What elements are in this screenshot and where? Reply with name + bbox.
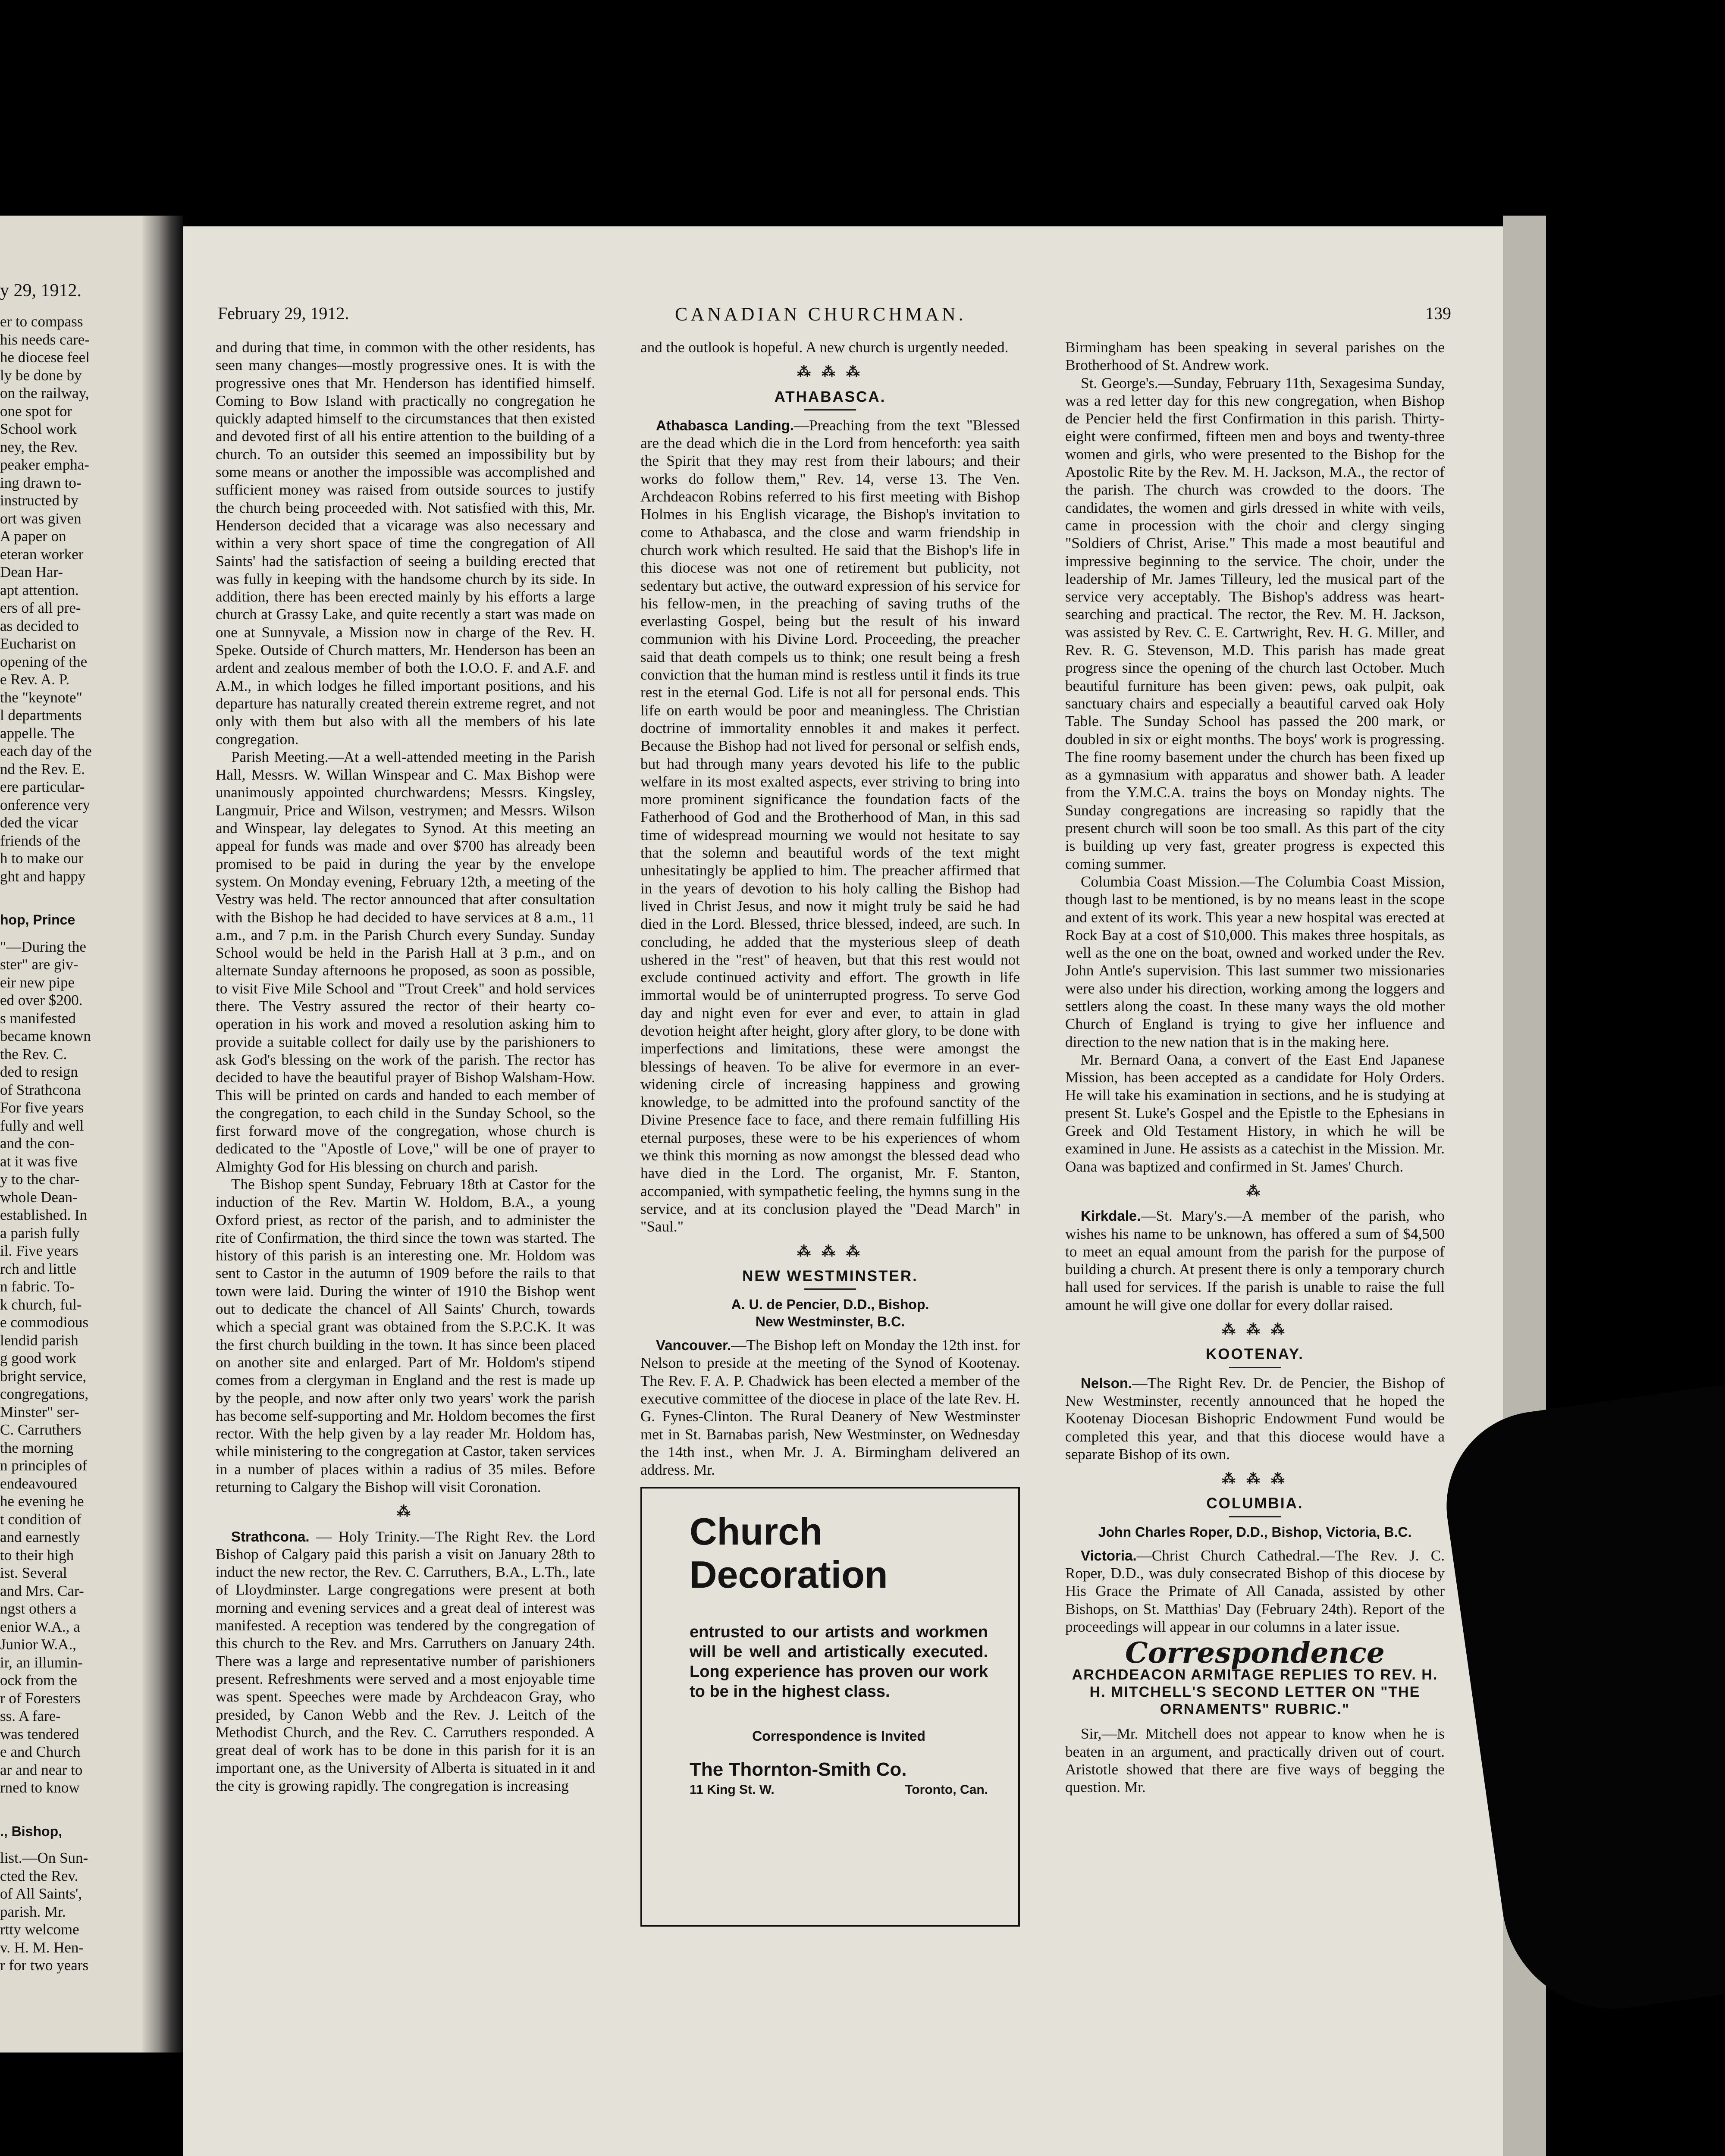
left-page-line: ir, an illumin- [0, 1654, 83, 1671]
left-page-line: Dean Har- [0, 564, 63, 580]
left-page-line: of Strathcona [0, 1081, 81, 1098]
ad-invite: Correspondence is Invited [752, 1728, 925, 1744]
left-page-line: instructed by [0, 492, 78, 509]
heading-rule [804, 1288, 856, 1290]
left-page-line: he diocese feel [0, 349, 90, 366]
left-page-line: rtty welcome [0, 1921, 79, 1938]
bishop-location: New Westminster, B.C. [755, 1314, 905, 1330]
left-page-line: ar and near to [0, 1761, 83, 1778]
section-heading-athabasca: ATHABASCA. [774, 388, 886, 405]
left-page-line: friends of the [0, 832, 81, 849]
left-page-line: appelle. The [0, 724, 75, 742]
left-page-line: A paper on [0, 528, 66, 545]
column-1 [216, 338, 595, 1795]
left-page-line: became known [0, 1028, 91, 1044]
left-page-line: nd the Rev. E. [0, 760, 85, 777]
left-page-line: bright service, [0, 1367, 87, 1385]
left-page-line: established. In [0, 1206, 88, 1223]
paragraph-body: —St. Mary's.—A member of the parish, who wishes his name to be unknown, has offered a sum of $4,500 to meet an equal amount from the parish for the purpose of building a church. At present there is only a temporary church hall used for services. If the parish is unable to raise the full amount he will give one dollar for every dollar raised. [1065, 1207, 1445, 1313]
correspondence-heading: Correspondence [1125, 1636, 1385, 1670]
left-page-line: enior W.A., a [0, 1618, 80, 1635]
article-paragraph: Mr. Bernard Oana, a convert of the East End Japanese Mission, has been accepted as a candidate for Holy Orders. He will take his examination in sections, and he is studying at present St. Luke's Gospel and the Epistle to the Ephesians in Greek and Old Testament History, in which he will be examined in June. He assists as a catechist in the Mission. Mr. Oana was baptized and confirmed in St. James' Church. [1065, 1051, 1445, 1175]
left-page-line: Junior W.A., [0, 1636, 76, 1653]
bishop-name: A. U. de Pencier, D.D., Bishop. [731, 1297, 929, 1313]
paragraph-body: —Preaching from the text "Blessed are the dead which die in the Lord from henceforth: yea saith the Spirit that they may rest from their labours; and their works do follow them," Rev. 14, verse 13. The Ven. Archdeacon Robins referred to his first meeting with Bishop Holmes in his English vicarage, the Bishop's invitation to come to Athabasca, and the close and warm friendship in church work which resulted. He said that the Bishop's life in this diocese was not one of retirement but publicity, not sedentary but active, the outward expression of his service for his fellow-men, in the preaching of saving truths of the everlasting Gospel, being but the result of his inward communion with his Divine Lord. Proceeding, the preacher said that death compels us to think; one result being a fresh conviction that the human mind is restless until it finds its true rest in the eternal God. Life is not all for personal ends. This life on earth would be poor and meaningless. The Christian doctrine of immortality ennobles it and makes it perfect. Because the Bishop had not lived for personal or selfish ends, but had through many years devoted his life to the public welfare in its most exalted aspects, ever striving to bring into more prominent significance the foundation facts of the Fatherhood of God and the Brotherhood of Man, in this sad time of widespread mourning we would not hesitate to say that the solemn and beautiful words of the text might unhesitatingly be applied to him. The preacher affirmed that in the years of devotion to his holy calling the Bishop had lived in Christ Jesus, and now it might truly be said he had died in the Lord. Blessed, thrice blessed, indeed, are such. In concluding, he added that the mysterious sleep of death ushered in the "rest" of heaven, but that this rest would not exclude continued activity and effort. The growth in life immortal would be of uninterrupted progress. To serve God day and night even for ever and ever, to attain in glad devotion height after height, glory after glory, to be done with imperfections and limitations, these were amongst the blessings of heaven. To be alive for evermore in an ever-widening circle of increasing happiness and growing knowledge, to be admitted into the profound sanctity of the Divine Presence face to face, and there remain fulfilling His eternal purposes, these were to be his experiences of whom we think this morning as now amongst the blessed dead who have died in the Lord. The organist, Mr. F. Stanton, accompanied, with sympathetic feeling, the hymns sung in the service, and at its conclusion played the "Dead March" in "Saul." [640, 417, 1020, 1235]
left-page-line: eteran worker [0, 545, 84, 563]
left-page-line: ght and happy [0, 868, 86, 885]
separator-mark: ⁂ [1246, 1183, 1264, 1199]
section-heading-kootenay: KOOTENAY. [1206, 1346, 1304, 1363]
letter-headline: ARCHDEACON ARMITAGE REPLIES TO REV. H. H. MITCHELL'S SECOND LETTER ON "THE ORNAMENTS" RUBRIC." [1072, 1667, 1438, 1718]
left-page-line: ort was given [0, 510, 82, 527]
left-page-line: k church, ful- [0, 1296, 82, 1313]
left-page-line: eir new pipe [0, 974, 75, 991]
left-page-line: "—During the [0, 938, 86, 955]
article-paragraph: and the outlook is hopeful. A new church is urgently needed. [640, 339, 1009, 356]
left-page-line: ing drawn to- [0, 474, 82, 491]
left-page-line: ded the vicar [0, 814, 78, 831]
left-page-line: endeavoured [0, 1475, 77, 1492]
section-lead: Kirkdale. [1081, 1208, 1141, 1224]
section-lead: Victoria. [1081, 1547, 1137, 1564]
bishop-line [640, 1296, 1020, 1330]
left-page-line: ster" are giv- [0, 956, 78, 973]
article-paragraph: Sir,—Mr. Mitchell does not appear to know when he is beaten in an argument, and practically driven out of court. Aristotle showed that there are five ways of begging the question. Mr. [1065, 1725, 1445, 1796]
left-page-line: lendid parish [0, 1332, 78, 1349]
left-page-line: list.—On Sun- [0, 1849, 88, 1866]
left-page-line: and Mrs. Car- [0, 1582, 84, 1599]
left-page-line: he evening he [0, 1493, 84, 1510]
left-page-line: rch and little [0, 1260, 76, 1277]
paragraph-body: —The Right Rev. Dr. de Pencier, the Bishop of New Westminster, recently announced that he hoped the Kootenay Diocesan Bishopric Endowment Fund would be completed this year, and that this diocese would have a separate Bishop of its own. [1065, 1374, 1445, 1463]
article-paragraph [1065, 1374, 1445, 1463]
left-page-line: peaker empha- [0, 456, 89, 473]
ad-address [690, 1781, 988, 1799]
article-paragraph [1065, 1207, 1445, 1314]
article-paragraph [640, 1336, 1020, 1479]
left-page-line: y to the char- [0, 1171, 80, 1188]
left-page-line: the Rev. C. [0, 1045, 67, 1062]
ad-title-line: Decoration [690, 1553, 888, 1596]
left-page-line: ist. Several [0, 1564, 67, 1581]
ad-title [690, 1510, 988, 1596]
article-paragraph: Columbia Coast Mission.—The Columbia Coast Mission, though last to be mentioned, is by no means least in the scope and extent of its work. This year a new hospital was erected at Rock Bay at a cost of $10,000. This makes three hospitals, as well as the one on the boat, owned and worked under the Rev. John Antle's supervision. This last summer two missionaries were also under his direction, working among the loggers and settlers along the coast. In these many ways the old mother Church of England is trying to give her influence and direction to the new nation that is in the making here. [1065, 873, 1445, 1050]
page-date: February 29, 1912. [218, 304, 349, 323]
left-page-line: v. H. M. Hen- [0, 1939, 84, 1956]
left-page-line: on the railway, [0, 385, 89, 401]
left-page-line: h to make our [0, 850, 84, 867]
separator-mark: ⁂ [397, 1504, 414, 1520]
section-lead: Vancouver. [656, 1337, 731, 1354]
left-page-line: his needs care- [0, 331, 90, 348]
left-page-heading: ., Bishop, [0, 1823, 62, 1839]
left-page-line: the morning [0, 1439, 74, 1456]
paragraph-body: — Holy Trinity.—The Right Rev. the Lord Bishop of Calgary paid this parish a visit on January 28th to induct the new rector, the Rev. C. Carruthers, B.A., L.Th., late of Lloydminster. Large congregations were present at both morning and evening services and a great deal of interest was manifested. A reception was tendered by the congregation of this church to the Rev. and Mrs. Carruthers on January 24th. There was a large and representative number of parishioners present. Refreshments were served and a most enjoyable time was spent. Speeches were made by Archdeacon Gray, who presided, by Canon Webb and the Rev. J. Leitch of the Methodist Church, and the Rev. C. Carruthers responded. A great deal of work has to be done in this parish for it is an important one, as the University of Alberta is situated in it and the city is growing rapidly. The congregation is increasing [216, 1528, 595, 1794]
left-page-line: C. Carruthers [0, 1421, 82, 1438]
page-number: 139 [1425, 304, 1451, 323]
left-page-line: il. Five years [0, 1242, 78, 1259]
left-page-line: each day of the [0, 743, 92, 759]
left-page-line: whole Dean- [0, 1188, 78, 1206]
left-page-line: was tendered [0, 1725, 79, 1742]
left-page-line: ly be done by [0, 367, 82, 384]
left-page-line: r for two years [0, 1957, 89, 1974]
left-page-line: For five years [0, 1099, 84, 1116]
ad-title-line: Church [690, 1510, 822, 1553]
left-page-line: e and Church [0, 1743, 81, 1760]
paragraph-body: —The Bishop left on Monday the 12th inst. for Nelson to preside at the meeting of the Synod of Kootenay. The Rev. F. A. P. Chadwick has been elected a member of the executive committee of the diocese in place of the late Rev. H. G. Fynes-Clinton. The Rural Deanery of New Westminster met in St. Barnabas parish, New Westminster, on Wednesday the 14th inst., when Mr. J. A. Birmingham delivered an address. Mr. [640, 1337, 1020, 1479]
article-paragraph: St. George's.—Sunday, February 11th, Sexagesima Sunday, was a red letter day for this new congregation, when Bishop de Pencier held the first Confirmation in this parish. Thirty-eight were confirmed, fifteen men and boys and twenty-three women and girls, who were presented to the Bishop for the Apostolic Rite by the Rev. M. H. Jackson, M.A., the rector of the parish. The church was crowded to the doors. The candidates, the women and girls dressed in white with veils, came in procession with the choir and clergy singing "Soldiers of Christ, Arise." This made a most beautiful and impressive beginning to the service. The choir, under the leadership of Mr. James Tilleury, led the musical part of the service very acceptably. The Bishop's address was heart-searching and practical. The rector, the Rev. M. H. Jackson, was assisted by Rev. C. E. Cartwright, Rev. H. G. Miller, and Rev. R. G. Stevenson, M.D. This parish has made great progress since the opening of the church last October. Much beautiful furniture has been given: pews, oak pulpit, oak sanctuary chairs and especially a beautiful carved oak Holy Table. The Sunday School has passed the 200 mark, or doubled in six or eight months. The boys' work is progressing. The fine roomy basement under the church has been fixed up as a gymnasium with apparatus and shower bath. A leader from the Y.M.C.A. trains the boys on Monday nights. The Sunday congregations are increasing so rapidly that the present church will soon be too small. As this part of the city is building up very fast, greater progress is expected this coming summer. [1065, 374, 1445, 872]
left-page-line: as decided to [0, 617, 79, 634]
left-page-header: y 29, 1912. [0, 281, 82, 301]
left-page-line: School work [0, 420, 77, 437]
left-page-line: rned to know [0, 1779, 80, 1796]
article-paragraph: Parish Meeting.—At a well-attended meeting in the Parish Hall, Messrs. W. Willan Winspear and C. Max Bishop were unanimously appointed churchwardens; Messrs. Kingsley, Langmuir, Price and Wilson, vestrymen; and Messrs. Wilson and Winspear, lay delegates to Synod. At this meeting an appeal for funds was made and over $700 has already been promised to be paid in during the year by the envelope system. On Monday evening, February 12th, a meeting of the Vestry was held. The rector announced that after consultation with the Bishop he had decided to have services at 8 a.m., 11 a.m., and 7 p.m. in the Parish Church every Sunday. Sunday School would be held in the Parish Hall at 3 p.m., and on alternate Sunday afternoons he proposed, as soon as possible, to visit Five Mile School and "Trout Creek" and hold services there. The Vestry assured the rector of their hearty co-operation in his work and moved a resolution asking him to provide a suitable collect for daily use by the parishioners to ask God's blessing on the work of the parish. The rector has decided to have the beautiful prayer of Bishop Walsham-How. This will be printed on cards and handed to each member of the congregation, to each child in the Sunday School, so the first forward move of the congregation, whose church is dedicated to the "Apostle of Love," will be one of prayer to Almighty God for His blessing on church and parish. [216, 748, 595, 1175]
section-lead: Strathcona. [231, 1528, 310, 1545]
left-page-line: and the con- [0, 1135, 75, 1152]
left-page-line: ed over $200. [0, 992, 83, 1009]
article-paragraph: The Bishop spent Sunday, February 18th at Castor for the induction of the Rev. Martin W. Holdom, B.A., a young Oxford priest, as rector of the parish, and to administer the rite of Confirmation, the third since the town was started. The history of this parish is an interesting one. Mr. Holdom was sent to Castor in the autumn of 1909 before the rails to that town were laid. During the winter of 1910 the Bishop went out to dedicate the chancel of All Saints' Church, towards which a special grant was obtained from the S.P.C.K. It was the first church building in the town. It has since been placed on another site and enlarged. Part of Mr. Holdom's stipend comes from a clergyman in England and the rest is made up by the people, and now after only two years' work the parish has become self-supporting and Mr. Holdom becomes the first rector. With the help given by a lay reader Mr. Holdom has, while ministering to the congregation at Castor, taken services in a number of places within a radius of 35 miles. Before returning to Calgary the Bishop will visit Coronation. [216, 1175, 595, 1495]
publication-title: CANADIAN CHURCHMAN. [675, 304, 966, 325]
left-page-text [0, 313, 142, 1974]
page-fold [142, 216, 183, 2053]
page-header [218, 303, 1468, 329]
left-page-line: ngst others a [0, 1600, 76, 1617]
column-2 [640, 338, 1020, 1927]
heading-rule [804, 409, 856, 411]
section-lead: Nelson. [1081, 1375, 1132, 1391]
article-paragraph [1065, 1547, 1445, 1636]
left-page-line: at it was five [0, 1153, 78, 1170]
left-page-line: er to compass [0, 313, 83, 330]
ad-city: Toronto, Can. [905, 1783, 988, 1797]
bishop-line: John Charles Roper, D.D., Bishop, Victoria, B.C. [1098, 1524, 1412, 1540]
newspaper-page [183, 226, 1503, 2156]
separator-mark: ⁂ ⁂ ⁂ [1222, 1322, 1288, 1338]
left-page-line: n principles of [0, 1457, 88, 1474]
left-page-line: fully and well [0, 1117, 84, 1134]
left-page-line: ss. A fare- [0, 1708, 61, 1724]
heading-rule [1229, 1516, 1281, 1517]
left-page-line: to their high [0, 1546, 74, 1564]
paragraph-body: —Christ Church Cathedral.—The Rev. J. C. Roper, D.D., was duly consecrated Bishop of this diocese by His Grace the Primate of All Canada, assisted by other Bishops, on St. Matthias' Day (February 24th). Report of the proceedings will appear in our columns in a later issue. [1065, 1547, 1445, 1635]
article-paragraph: and during that time, in common with the other residents, has seen many changes—mostly progressive ones. It is with the progressive ones that Mr. Henderson has identified himself. Coming to Bow Island with practically no congregation he quickly adapted himself to the circumstances that then existed and devoted first of all his entire attention to the building of a church. To an outsider this seemed an impossibility but by some means or another the impossible was accomplished and sufficient money was raised from outside sources to justify the church being proceeded with. Not satisfied with this, Mr. Henderson decided that a vicarage was also necessary and within a very short space of time the congregation of All Saints' had the satisfaction of seeing a building erected that was fully in keeping with the handsome church by its side. In addition, there has been erected mainly by his efforts a large church at Grassy Lake, and quite recently a start was made on one at Sunnyvale, a Mission now in charge of the Rev. H. Speke. Outside of Church matters, Mr. Henderson has been an ardent and zealous member of both the I.O.O. F. and A.F. and A.M., in which lodges he filled important positions, and his departure has naturally created therein extreme regret, and not only with them but also with all the members of his late congregation. [216, 339, 595, 748]
ad-company: The Thornton-Smith Co. [690, 1758, 907, 1780]
left-page-line: l departments [0, 707, 82, 724]
left-page-line: ney, the Rev. [0, 438, 78, 455]
left-page-line: ded to resign [0, 1063, 78, 1080]
left-page-line: n fabric. To- [0, 1278, 75, 1295]
article-paragraph [640, 417, 1020, 1236]
column-3 [1065, 338, 1445, 1796]
separator-mark: ⁂ ⁂ ⁂ [797, 364, 863, 380]
left-page-line: onference very [0, 796, 90, 813]
left-page-line: ere particular- [0, 778, 85, 795]
left-page-line: ock from the [0, 1672, 77, 1689]
left-page-line: congregations, [0, 1385, 89, 1402]
article-paragraph: Birmingham has been speaking in several parishes on the Brotherhood of St. Andrew work. [1065, 339, 1445, 374]
left-page-line: ers of all pre- [0, 599, 81, 616]
left-page-line: r of Foresters [0, 1689, 81, 1707]
section-lead: Athabasca Landing. [656, 417, 794, 433]
left-page-line: t condition of [0, 1510, 82, 1528]
left-page-line: the "keynote" [0, 689, 82, 706]
left-page-line: g good work [0, 1350, 76, 1366]
left-page-line: Eucharist on [0, 635, 76, 652]
left-page-line: parish. Mr. [0, 1903, 66, 1920]
left-page-line: cted the Rev. [0, 1867, 78, 1884]
left-page-line: Minster" ser- [0, 1403, 79, 1420]
left-page-line: and earnestly [0, 1529, 80, 1545]
left-page-line: opening of the [0, 653, 88, 670]
left-page-line: a parish fully [0, 1224, 80, 1241]
section-heading-columbia: COLUMBIA. [1206, 1495, 1304, 1512]
ad-street: 11 King St. W. [690, 1783, 775, 1797]
left-page-line: e Rev. A. P. [0, 671, 70, 688]
ad-body: entrusted to our artists and workmen will be well and artistically executed. Long experience has proven our work to be in the highest class. [690, 1623, 988, 1701]
heading-rule [1229, 1367, 1281, 1368]
left-page-line: apt attention. [0, 581, 79, 599]
left-page-line: s manifested [0, 1009, 76, 1027]
separator-mark: ⁂ ⁂ ⁂ [1222, 1471, 1288, 1487]
section-heading-new-westminster: NEW WESTMINSTER. [742, 1267, 918, 1285]
left-page-line: one spot for [0, 402, 72, 420]
article-paragraph [216, 1528, 595, 1795]
separator-mark: ⁂ ⁂ ⁂ [797, 1243, 863, 1259]
left-page-line: e commodious [0, 1314, 89, 1331]
left-page-heading: hop, Prince [0, 912, 75, 928]
church-decoration-ad [640, 1487, 1020, 1927]
left-page-line: of All Saints', [0, 1885, 82, 1902]
